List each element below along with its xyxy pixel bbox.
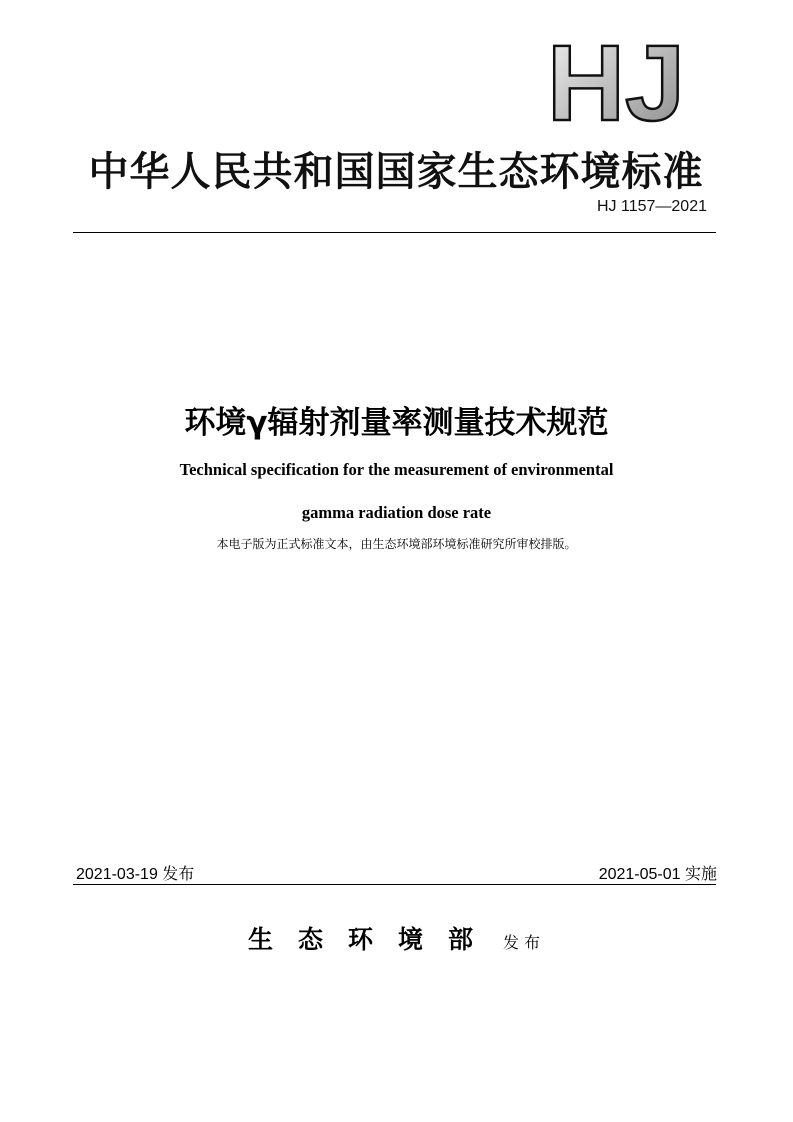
issue-date: 2021-03-19 发布	[76, 866, 195, 883]
publisher-name: 生态环境部	[247, 925, 498, 954]
document-title-en-line1: Technical specification for the measurement of environmental	[179, 460, 614, 479]
document-title-cn: 环境γ辐射剂量率测量技术规范	[184, 405, 609, 441]
org-title: 中华人民共和国国家生态环境标准	[88, 148, 704, 195]
header-divider	[73, 232, 716, 233]
logo-text: HJ	[546, 40, 686, 124]
implementation-date: 2021-05-01 实施	[598, 866, 717, 883]
edition-note: 本电子版为正式标准文本，由生态环境部环境标准研究所审校排版。	[216, 537, 577, 551]
publisher-line	[0, 920, 793, 956]
footer-divider	[73, 884, 716, 885]
publisher-action: 发布	[503, 933, 546, 952]
document-title-en-line2: gamma radiation dose rate	[301, 503, 492, 522]
hj-logo	[536, 40, 696, 124]
standard-number: HJ 1157—2021	[597, 198, 707, 215]
